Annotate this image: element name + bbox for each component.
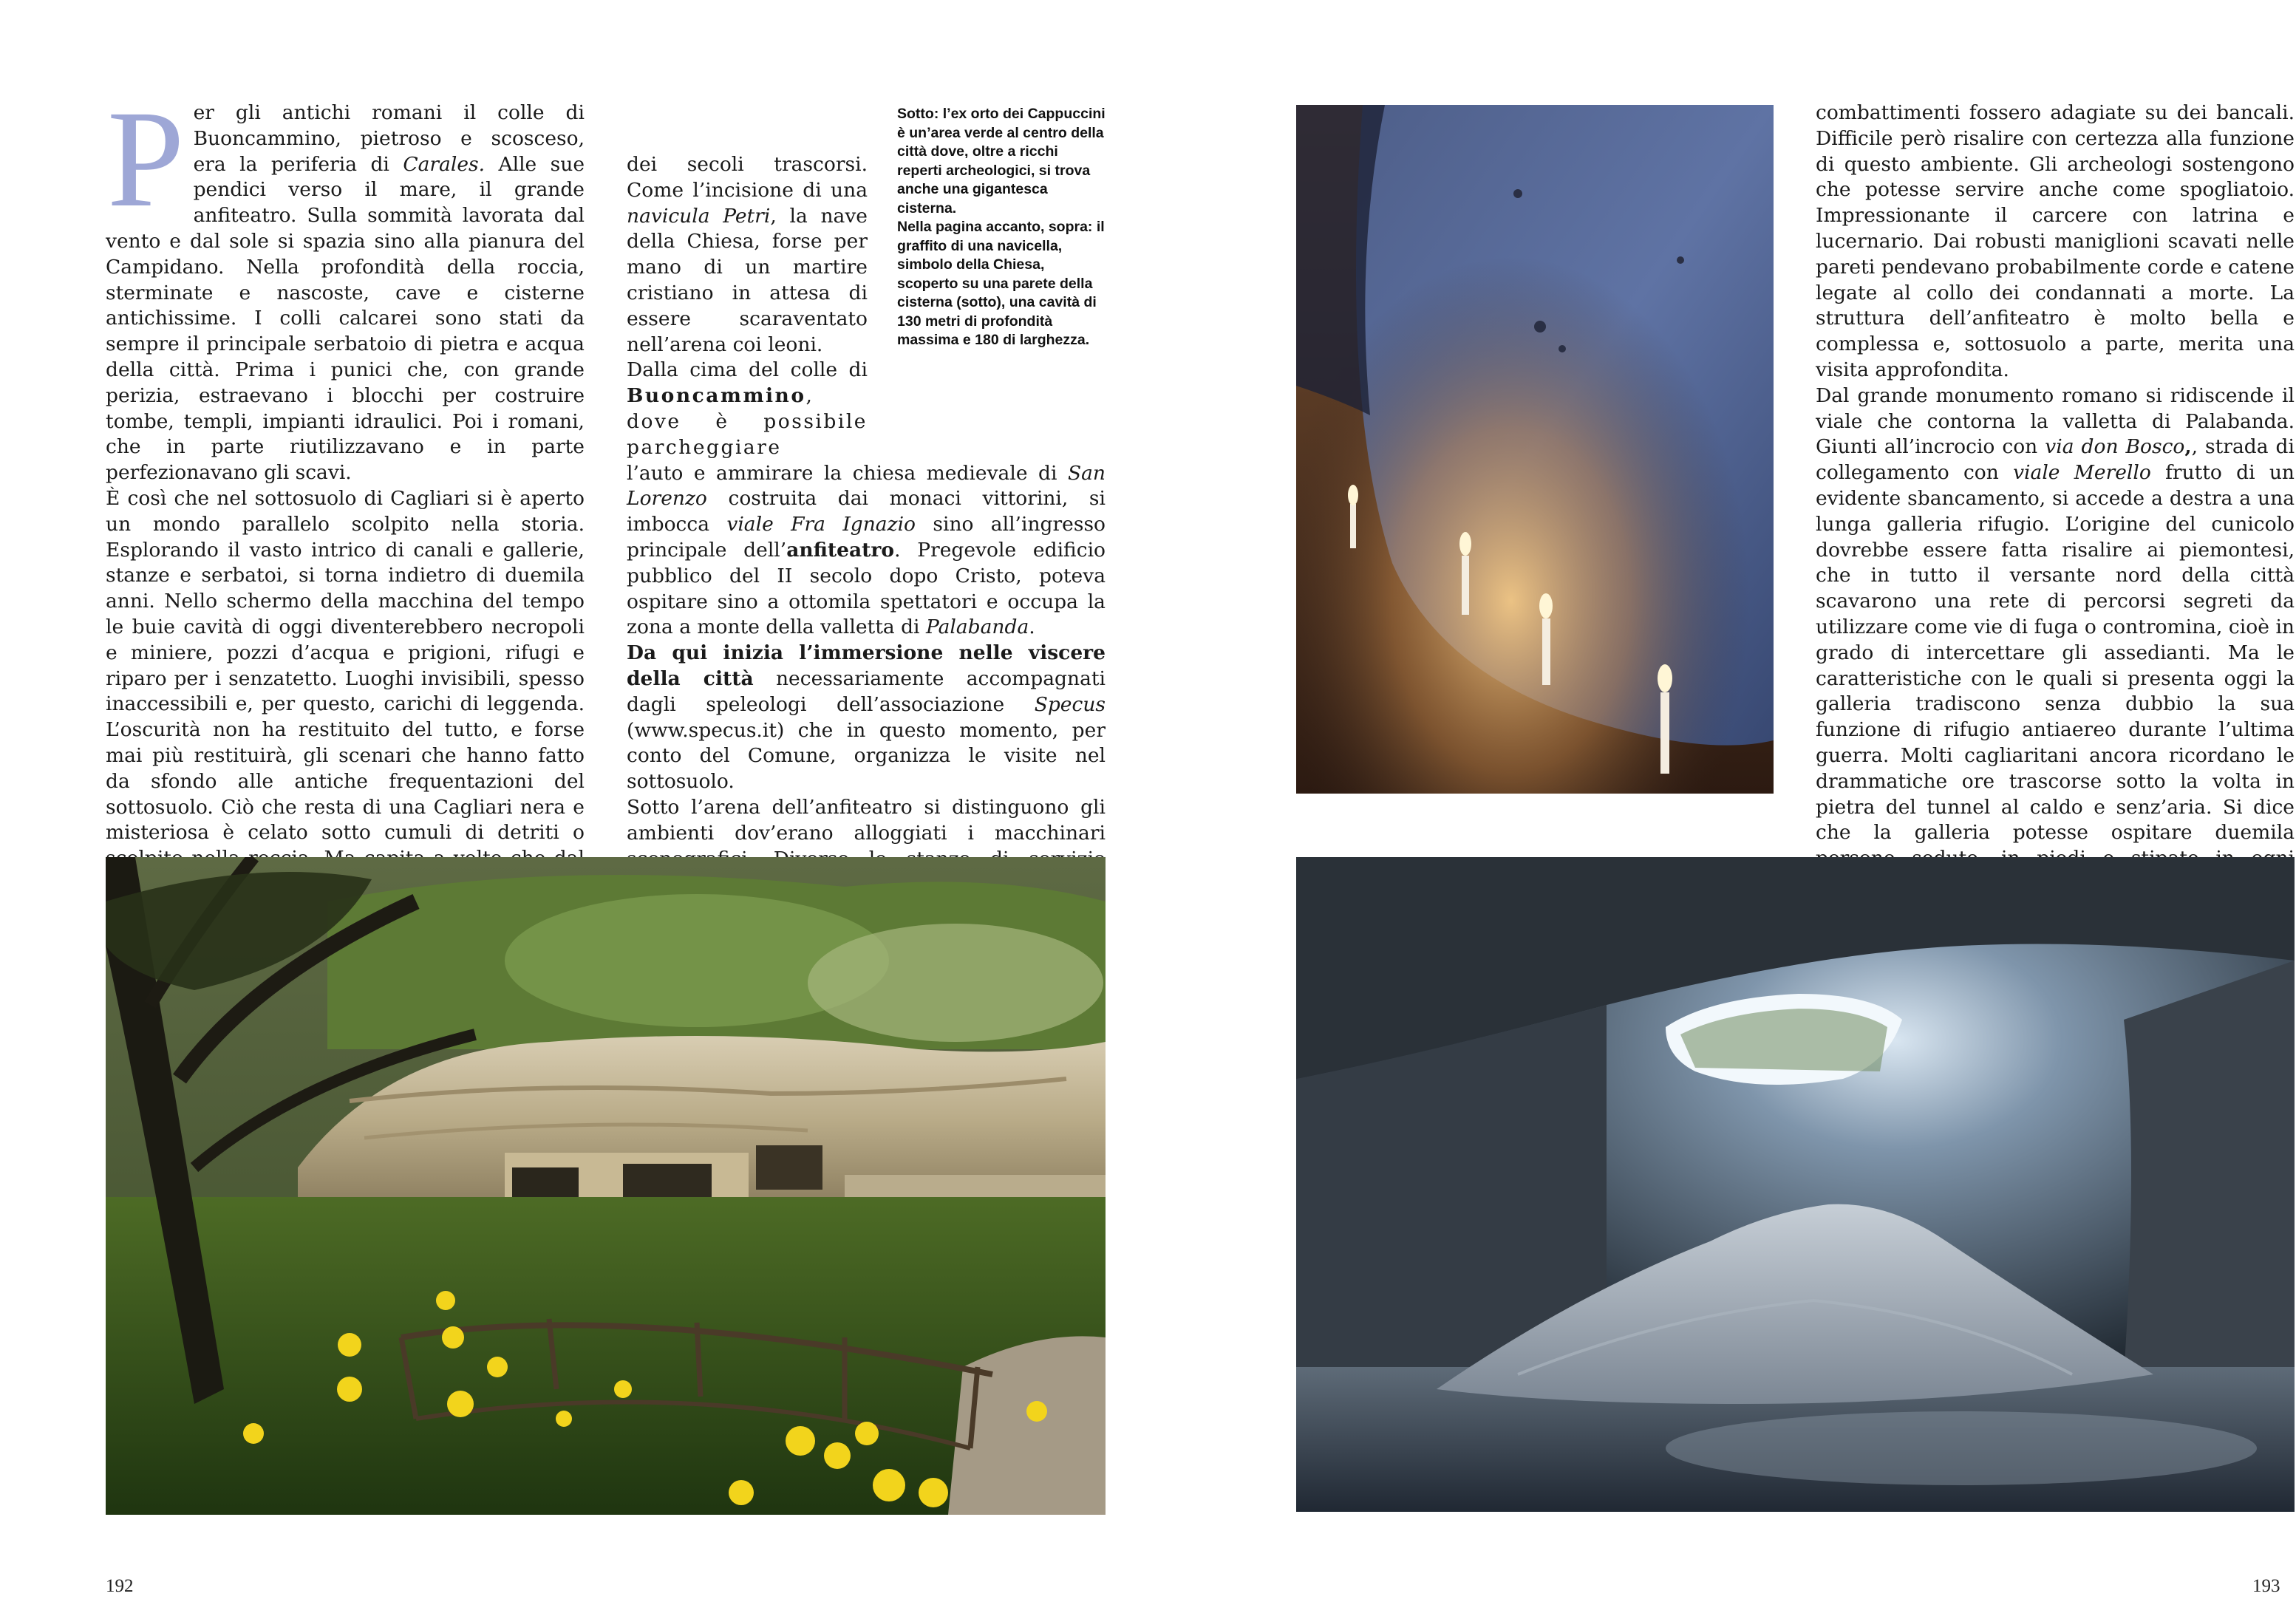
candles-illustration: [1296, 105, 1774, 794]
garden-illustration: [106, 857, 1106, 1515]
paragraph-arena: Sotto l’arena dell’anfiteatro si distinguono gli ambienti dov’erano alloggiati i macchinari: [627, 795, 1106, 845]
page-number-left: 192: [106, 1576, 134, 1596]
paragraph-immersione: Da qui inizia l’immersione nelle viscere della città necessariamente accompagnati dagli speleologi dell’associazione Specus (www.specus.it) che in questo momento, per conto del Comune, organizza le visite nel sottosuolo.: [627, 641, 1106, 794]
left-column-1: [106, 81, 585, 898]
paragraph-sottosuolo: È così che nel sottosuolo di Cagliari si è aperto un mondo parallelo scolpito nella storia. Esplorando il vasto intrico di canali e gallerie, stanze e serbatoi, si torna indietro di duemila anni. Nello schermo della macchina del tempo le buie cavità di oggi diventerebbero necropoli e miniere, pozzi d’acqua e prigioni, rifugi e riparo per i senzatetto. Luoghi invisibili, spesso inaccessibili e, per questo, carichi di leggenda. L’oscurità non ha restituito del tutto, e forse mai più restituirà, gli scenari che hanno fatto da sfondo alle antiche frequentazioni del sottosuolo. Ciò che resta di una Cagliari nera e misteriosa è celato sotto cumuli di detriti o: [106, 486, 585, 845]
photo-caption: Sotto: l’ex orto dei Cappuccini è un’area verde al centro della città dove, oltre a ricchi reperti archeologici, si trova anche una gigantesca cisterna. Nella pagina accanto, sopra: il graffito di una navicella, simbolo della Chiesa, scoperto su una parete della cisterna (sotto), una cavità di 130 metri di profondità massima e 180 di larghezza.: [897, 106, 1106, 348]
drop-cap: P: [107, 81, 185, 236]
photo-candles-graffito: [1296, 105, 1774, 794]
paragraph-buoncammino: Dalla cima del colle di Buoncammino, dove è possibile parcheggiare l’auto e ammirare la chiesa medievale di San Lorenzo costruita dai monaci vittorini, si imbocca viale Fra Ignazio sino all’ingresso principale dell’anfiteatro. Pregevole edificio pubblico del II secolo dopo Cristo, poteva ospitare sino a ottomila spettatori e occupa la zona a monte della valletta di Palabanda.: [627, 358, 1106, 639]
paragraph-galleria: Dal grande monumento romano si ridiscende il viale che contorna la valletta di Palabanda. Giunti all’incrocio con via don Bosco,, strada di collegamento con viale Merello frutto di un evidente sbancamento, si accede a destra a una lunga galleria rifugio. L’origine del cunicolo dovrebbe essere fatta risalire ai piemontesi, che in tutto il versante nord della città scavarono una rete di percorsi segreti da utilizzare come vie di fuga o contromina, cioè in grado di intercettare gli assedianti. Ma le caratteristiche con le quali si presenta oggi la galleria tradiscono senza dubbio la sua funzione di rifugio antiaereo durante l’ultima guerra. Molti cagliaritani ancora ricordano le drammatiche ore trascorse sotto la volta in pietra del tunnel al caldo e senz’aria. Si dice che la galleria potesse ospitare duemila: [1816, 383, 2295, 845]
paragraph-navicula: dei secoli trascorsi. Come l’incisione di una navicula Petri, la nave della Chiesa, forse per mano di un martire cristiano in attesa di essere scaraventato nell’arena coi leoni.: [627, 153, 868, 356]
page-number-right: 193: [2252, 1576, 2280, 1596]
paragraph-intro: Per gli antichi romani il colle di Buoncammino, pietroso e scosceso, era la periferia di Carales. Alle sue pendici verso il mare, il grande anfiteatro. Sulla sommità lavorata dal vento e dal sole si spazia sino alla pianura del Campidano. Nella profondità della roccia, sterminate e nascoste, cave e cisterne antichissime. I colli calcarei sono stati da sempre il principale serbatoio di pietra e acqua della città. Prima i punici che, con grande perizia, estraevano i blocchi per costruire tombe, templi, impianti idraulici. Poi i romani, che in parte riutilizzavano e in parte perfezionavano gli scavi.: [106, 81, 585, 485]
photo-cistern-cavity: [1296, 857, 2295, 1512]
cistern-illustration: [1296, 857, 2295, 1512]
paragraph-combattimenti: combattimenti fossero adagiate su dei bancali. Difficile però risalire con certezza alla funzione di questo ambiente. Gli archeologi sostengono che potesse servire anche come spogliatoio. Impressionante il carcere con latrina e lucernario. Dai robusti maniglioni scavati nelle pareti pendevano probabilmente corde e catene legate al collo dei condannati a morte. La struttura dell’anfiteatro è molto bella e complessa e, sottosuolo a parte, merita una visita approfondita.: [1816, 101, 2295, 381]
photo-garden-cappuccini: [106, 857, 1106, 1515]
